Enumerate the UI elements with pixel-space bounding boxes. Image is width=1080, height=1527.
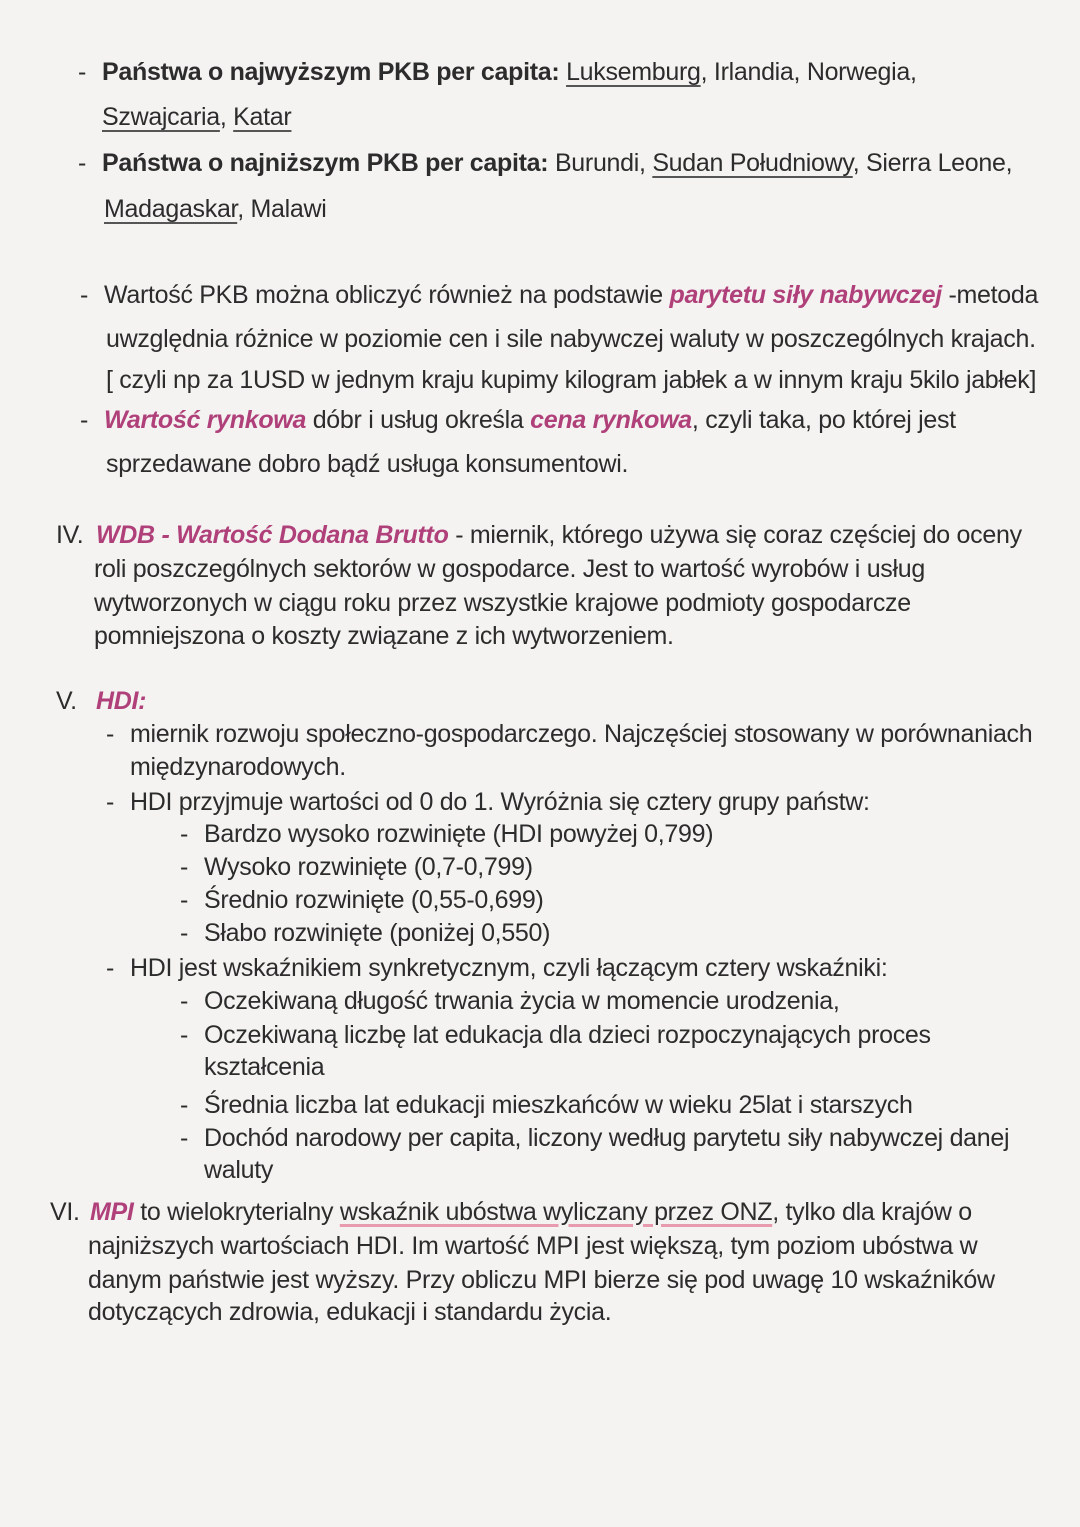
hdi-bullet-3: - HDI jest wskaźnikiem synkretycznym, czyli łączącym cztery wskaźniki: bbox=[106, 954, 888, 982]
hdi-bullet-1-line-2: międzynarodowych. bbox=[130, 753, 346, 781]
section-vi-line-2: najniższych wartościach HDI. Im wartość MPI jest większą, tym poziom ubóstwa w bbox=[88, 1232, 978, 1260]
hdi-group-low: - Słabo rozwinięte (poniżej 0,550) bbox=[180, 919, 551, 947]
hdi-group-very-high: - Bardzo wysoko rozwinięte (HDI powyżej 0,799) bbox=[180, 820, 714, 848]
section-vi-line-4: dotyczących zdrowia, edukacji i standardu życia. bbox=[88, 1298, 612, 1326]
hdi-group-medium: - Średnio rozwinięte (0,55-0,699) bbox=[180, 886, 544, 914]
section-vi-numeral: VI. bbox=[50, 1198, 80, 1226]
lowest-gdp-label: Państwa o najniższym PKB per capita: bbox=[102, 149, 549, 177]
ppp-line-3: [ czyli np za 1USD w jednym kraju kupimy kilogram jabłek a w innym kraju 5kilo jabłek] bbox=[106, 366, 1037, 394]
ppp-term: parytetu siły nabywczej bbox=[669, 281, 942, 309]
hdi-indicator-3: - Średnia liczba lat edukacji mieszkańców w wieku 25lat i starszych bbox=[180, 1091, 913, 1119]
ppp-line-2: uwzględnia różnice w poziomie cen i sile nabywczej waluty w poszczególnych krajach. bbox=[106, 325, 1036, 353]
highest-gdp-line-2: Szwajcaria, Katar bbox=[102, 103, 292, 131]
hdi-indicator-2-line-2: kształcenia bbox=[204, 1053, 325, 1081]
highest-gdp-label: Państwa o najwyższym PKB per capita: bbox=[102, 58, 560, 86]
section-vi-line-3: danym państwie jest wyższy. Przy obliczu MPI bierze się pod uwagę 10 wskaźników bbox=[88, 1266, 995, 1294]
hdi-indicator-1: - Oczekiwaną długość trwania życia w momencie urodzenia, bbox=[180, 987, 840, 1015]
section-iv-line-1: IV. WDB - Wartość Dodana Brutto - miernik, którego używa się coraz częściej do oceny bbox=[56, 521, 1022, 549]
section-iv-line-2: roli poszczególnych sektorów w gospodarce. Jest to wartość wyrobów i usług bbox=[94, 555, 925, 583]
market-value-term: Wartość rynkowa bbox=[104, 406, 307, 434]
mpi-term: MPI bbox=[90, 1198, 134, 1226]
section-iv-numeral: IV. bbox=[56, 521, 84, 549]
hdi-indicator-4-line-1: - Dochód narodowy per capita, liczony według parytetu siły nabywczej danej bbox=[180, 1124, 1010, 1152]
wdb-term: WDB - Wartość Dodana Brutto bbox=[96, 521, 449, 549]
market-value-line-1: - Wartość rynkowa dóbr i usług określa cena rynkowa, czyli taka, po której jest bbox=[80, 406, 956, 434]
market-price-term: cena rynkowa bbox=[530, 406, 692, 434]
market-value-line-2: sprzedawane dobro bądź usługa konsumentowi. bbox=[106, 450, 629, 478]
hdi-indicator-2-line-1: - Oczekiwaną liczbę lat edukacja dla dzieci rozpoczynających proces bbox=[180, 1021, 931, 1049]
section-v-heading bbox=[56, 685, 146, 717]
mpi-highlight: wskaźnik ubóstwa wyliczany przez ONZ bbox=[339, 1198, 773, 1226]
section-iv-line-3: wytworzonych w ciągu roku przez wszystkie krajowe podmioty gospodarcze bbox=[94, 589, 911, 617]
section-vi-line-1: VI. MPI to wielokryterialny wskaźnik ubóstwa wyliczany przez ONZ, tylko dla krajów o bbox=[50, 1198, 972, 1226]
hdi-bullet-2: - HDI przyjmuje wartości od 0 do 1. Wyróżnia się cztery grupy państw: bbox=[106, 788, 870, 816]
ppp-line-1: - Wartość PKB można obliczyć również na podstawie parytetu siły nabywczej -metoda bbox=[80, 281, 1039, 309]
hdi-group-high: - Wysoko rozwinięte (0,7-0,799) bbox=[180, 853, 533, 881]
highest-gdp-line-1: - Państwa o najwyższym PKB per capita: Luksemburg, Irlandia, Norwegia, bbox=[78, 58, 917, 86]
section-iv-line-4: pomniejszona o koszty związane z ich wytworzeniem. bbox=[94, 622, 674, 650]
lowest-gdp-line-1: - Państwa o najniższym PKB per capita: Burundi, Sudan Południowy, Sierra Leone, bbox=[78, 149, 1013, 177]
hdi-term: HDI: bbox=[96, 687, 147, 715]
hdi-bullet-1-line-1: - miernik rozwoju społeczno-gospodarczego. Najczęściej stosowany w porównaniach bbox=[106, 720, 1033, 748]
section-v-numeral: V. bbox=[56, 687, 77, 715]
hdi-indicator-4-line-2: waluty bbox=[204, 1156, 274, 1184]
lowest-gdp-line-2: Madagaskar, Malawi bbox=[104, 195, 327, 223]
